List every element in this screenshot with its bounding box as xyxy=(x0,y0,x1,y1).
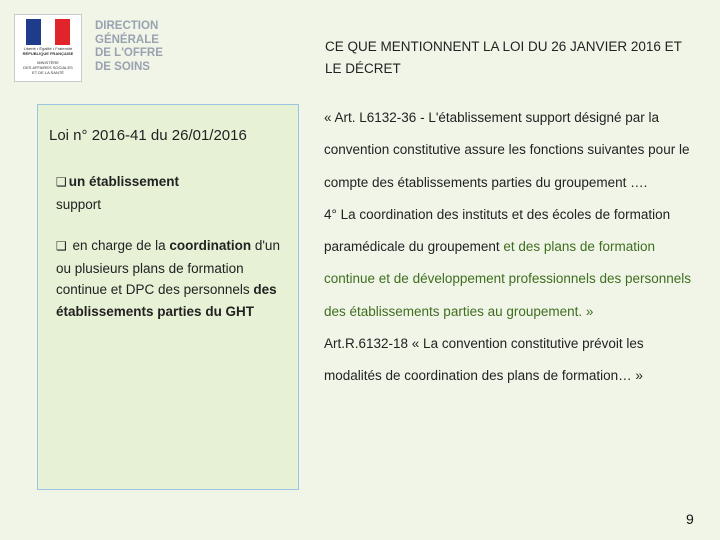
decree-paragraph-1: « Art. L6132-36 - L'établissement support désigné par la convention constitutive assure les fonctions suivantes pour le compte des établissements parties du groupement …. xyxy=(324,110,690,190)
logo-republic: RÉPUBLIQUE FRANÇAISE xyxy=(22,51,74,56)
checkbox-bullet-icon: ❑ xyxy=(56,239,67,253)
bullet-support-text: support xyxy=(56,196,102,212)
dgos-line: DIRECTION xyxy=(95,20,159,32)
bullet-coordination-bold-1: coordination xyxy=(169,238,252,253)
decree-excerpt xyxy=(324,102,704,393)
checkbox-bullet-icon: ❑ xyxy=(56,175,67,189)
decree-paragraph-2-text: 4° La coordination des instituts et des écoles de formation paramédicale du groupement xyxy=(324,206,671,255)
logo-motto: Liberté • Égalité • Fraternité xyxy=(23,46,73,51)
dgos-line: DE SOINS xyxy=(95,60,150,73)
bullet-support xyxy=(56,171,282,215)
slide-heading: CE QUE MENTIONNENT LA LOI DU 26 JANVIER 2016 ET LE DÉCRET xyxy=(325,39,682,76)
law-summary-panel xyxy=(37,104,299,490)
logo-ministry-line-3: ET DE LA SANTÉ xyxy=(32,70,64,75)
bullet-coordination xyxy=(56,235,282,323)
bullet-support-bold: un établissement xyxy=(68,174,180,189)
bullet-coordination-text-1: en charge de la xyxy=(68,238,170,253)
marianne-flag-icon xyxy=(26,19,70,45)
dgos-line: DE L'OFFRE xyxy=(95,47,163,59)
logo-ministry-line-2: DES AFFAIRES SOCIALES xyxy=(23,65,73,70)
logo-ministry-line-1: MINISTÈRE xyxy=(37,60,59,65)
republic-logo xyxy=(14,14,82,82)
dgos-line: GÉNÉRALE xyxy=(95,33,159,46)
bullet-coordination-text-2: d'un ou plusieurs plans de formation continue et DPC des personnels xyxy=(56,238,280,298)
decree-paragraph-2 xyxy=(324,199,704,328)
page-number: 9 xyxy=(686,511,694,527)
dgos-title xyxy=(95,20,205,74)
bullet-coordination-bold-2: des établissements parties du GHT xyxy=(56,282,277,320)
decree-paragraph-2-highlight: et des plans de formation continue et de développement professionnels des personnels des établissements parties au groupement. » xyxy=(324,239,691,319)
decree-paragraph-3: Art.R.6132-18 « La convention constitutive prévoit les modalités de coordination des plans de formation… » xyxy=(324,336,644,384)
law-title: Loi n° 2016-41 du 26/01/2016 xyxy=(49,127,247,144)
